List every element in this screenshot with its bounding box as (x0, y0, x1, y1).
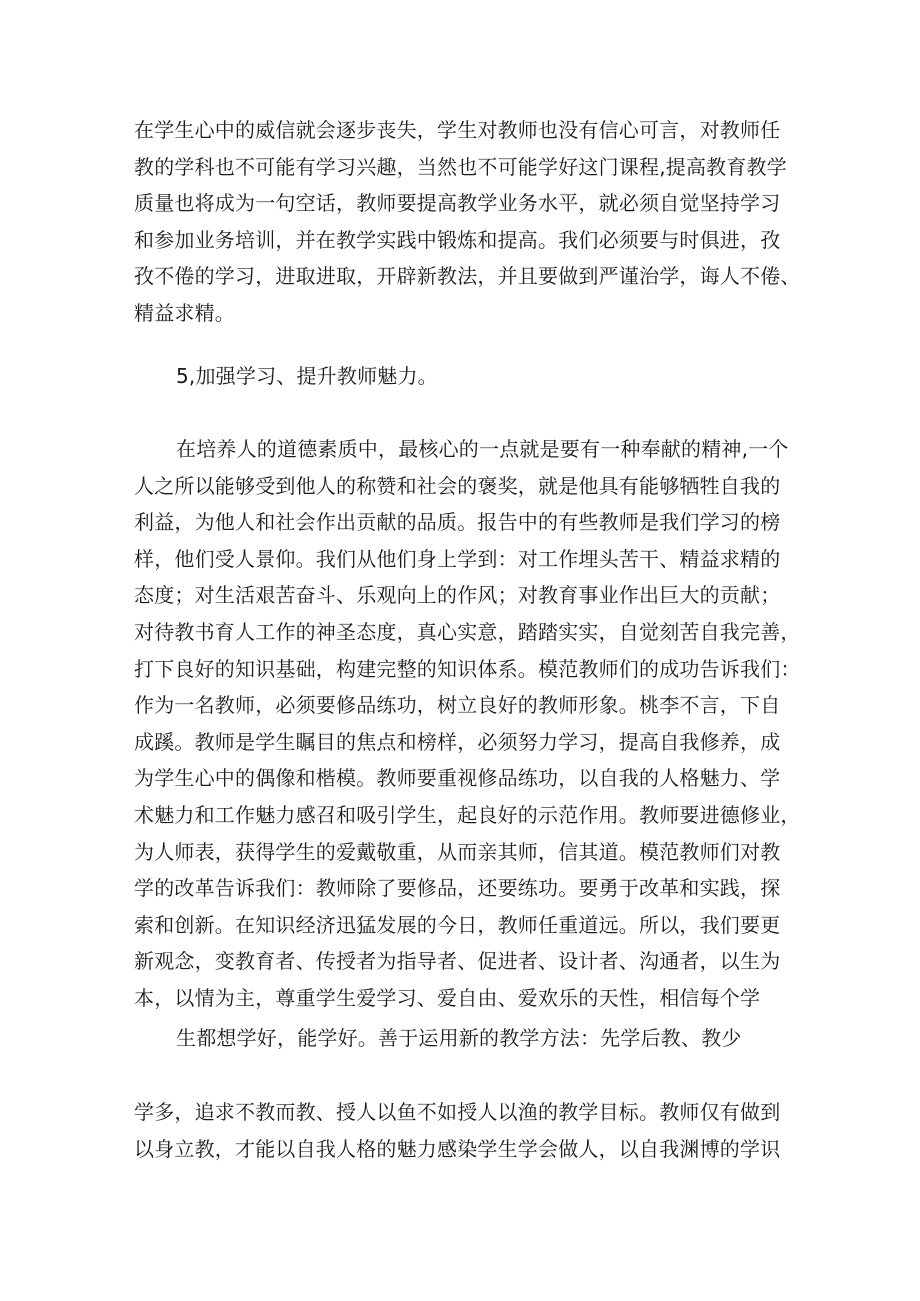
text-line: 学的改革告诉我们：教师除了要修品，还要练功。要勇于改革和实践，探 (134, 876, 781, 901)
text-line: 索和创新。在知识经济迅猛发展的今日，教师任重道远。所以，我们要更 (134, 912, 781, 937)
text-line: 为人师表，获得学生的爱戴敬重，从而亲其师，信其道。模范教师们对教 (134, 839, 781, 864)
paragraph-4 (134, 1094, 794, 1167)
text-line: 作为一名教师，必须要修品练功，树立良好的教师形象。桃李不言，下自 (134, 693, 781, 718)
text-line: 人之所以能够受到他人的称赞和社会的褒奖，就是他具有能够牺牲自我的 (134, 473, 781, 498)
text-line: 质量也将成为一句空话，教师要提高教学业务水平，就必须自觉坚持学习 (134, 191, 781, 216)
text-line: 在培养人的道德素质中，最核心的一点就是要有一种奉献的精神,一个 (176, 437, 789, 461)
text-line: 精益求精。 (134, 300, 235, 325)
paragraph-3 (176, 1020, 836, 1057)
text-line: 孜不倦的学习，进取进取，开辟新教法，并且要做到严谨治学，诲人不倦、 (134, 264, 801, 289)
paragraph-2 (134, 431, 801, 1017)
text-line: 利益，为他人和社会作出贡献的品质。报告中的有些教师是我们学习的榜 (134, 510, 781, 535)
text-line: 学多，追求不教而教、授人以鱼不如授人以渔的教学目标。教师仅有做到 (134, 1100, 781, 1124)
text-line: 在学生心中的威信就会逐步丧失，学生对教师也没有信心可言，对教师任 (134, 118, 781, 142)
text-line: 为学生心中的偶像和楷模。教师要重视修品练功，以自我的人格魅力、学 (134, 766, 781, 791)
text-line: 教的学科也不可能有学习兴趣，当然也不可能学好这门课程,提高教育教学 (134, 154, 787, 179)
paragraph-1 (134, 112, 801, 332)
text-line: 打下良好的知识基础，构建完整的知识体系。模范教师们的成功告诉我们： (134, 656, 801, 681)
text-line: 生都想学好，能学好。善于运用新的教学方法：先学后教、教少 (176, 1026, 742, 1050)
text-line: 态度；对生活艰苦奋斗、乐观向上的作风；对教育事业作出巨大的贡献； (134, 583, 781, 608)
text-line: 对待教书育人工作的神圣态度，真心实意，踏踏实实，自觉刻苦自我完善， (134, 619, 801, 644)
text-line: 本，以情为主，尊重学生爱学习、爱自由、爱欢乐的天性，相信每个学 (134, 985, 761, 1010)
section-heading (176, 358, 836, 395)
text-line: 和参加业务培训，并在教学实践中锻炼和提高。我们必须要与时俱进，孜 (134, 227, 781, 252)
text-line: 成蹊。教师是学生瞩目的焦点和榜样，必须努力学习，提高自我修养，成 (134, 729, 781, 754)
heading-text: 5,加强学习、提升教师魅力。 (176, 364, 438, 388)
text-line: 术魅力和工作魅力感召和吸引学生，起良好的示范作用。教师要进德修业， (134, 802, 801, 827)
text-line: 新观念，变教育者、传授者为指导者、促进者、设计者、沟通者，以生为 (134, 949, 781, 974)
text-line: 样，他们受人景仰。我们从他们身上学到：对工作埋头苦干、精益求精的 (134, 546, 781, 571)
text-line: 以身立教，才能以自我人格的魅力感染学生学会做人，以自我渊博的学识 (134, 1136, 781, 1161)
